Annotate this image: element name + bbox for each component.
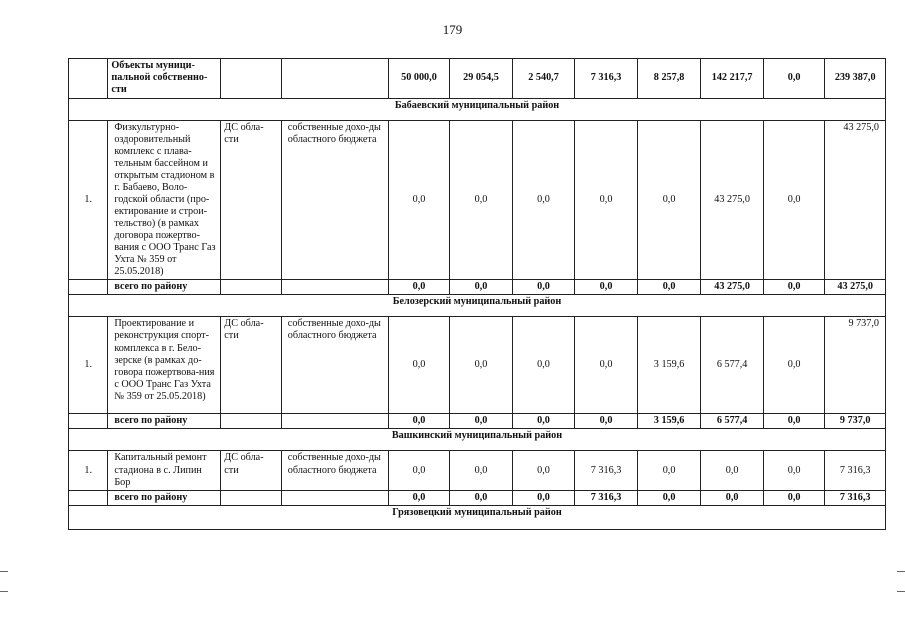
object-type: ДС обла-сти xyxy=(221,451,282,490)
subtotal-cell: 6 577,4 xyxy=(701,414,764,429)
subtotal-cell: 0,0 xyxy=(388,414,450,429)
district-heading-row xyxy=(69,429,886,451)
value-cell: 0,0 xyxy=(763,59,825,99)
subtotal-label: всего по району xyxy=(108,280,221,295)
cell-empty xyxy=(221,490,282,505)
district-heading: Белозерский муниципальный район xyxy=(69,295,886,317)
cell-empty xyxy=(281,59,388,99)
subtotal-row xyxy=(69,414,886,429)
total-cell: 9 737,0 xyxy=(825,317,886,414)
subtotal-cell: 0,0 xyxy=(512,490,575,505)
subtotal-cell: 0,0 xyxy=(388,490,450,505)
subtotal-cell: 43 275,0 xyxy=(825,280,886,295)
value-cell: 0,0 xyxy=(450,121,513,280)
cell-empty xyxy=(69,59,108,99)
subtotal-cell: 0,0 xyxy=(450,280,513,295)
subtotal-cell: 9 737,0 xyxy=(825,414,886,429)
object-row xyxy=(69,451,886,490)
object-name: Физкультурно-оздоровительный комплекс с плава-тельным бассейном и открытым стадионом в г. Бабаево, Воло-годской области (про-ектирование и строи-тельство) (в рамках договора пожертво-вания с ООО Транс Газ Ухта № 359 от 25.05.2018) xyxy=(108,121,221,280)
value-cell: 0,0 xyxy=(450,451,513,490)
cell-empty xyxy=(281,280,388,295)
district-heading-row xyxy=(69,505,886,529)
value-cell: 0,0 xyxy=(763,451,825,490)
funding-source: собственные дохо-ды областного бюджета xyxy=(281,451,388,490)
subtotal-cell: 0,0 xyxy=(763,280,825,295)
row-index: 1. xyxy=(69,121,108,280)
edge-mark xyxy=(0,571,8,572)
district-heading: Бабаевский муниципальный район xyxy=(69,99,886,121)
value-cell: 0,0 xyxy=(512,451,575,490)
subtotal-label: всего по району xyxy=(108,490,221,505)
cell-empty xyxy=(69,280,108,295)
district-heading-row xyxy=(69,99,886,121)
subtotal-cell: 0,0 xyxy=(575,414,638,429)
value-cell: 142 217,7 xyxy=(701,59,764,99)
subtotal-cell: 0,0 xyxy=(701,490,764,505)
value-cell: 0,0 xyxy=(388,451,450,490)
value-cell: 0,0 xyxy=(512,121,575,280)
value-cell: 0,0 xyxy=(388,317,450,414)
value-cell: 0,0 xyxy=(637,451,701,490)
value-cell: 0,0 xyxy=(575,121,638,280)
subtotal-cell: 43 275,0 xyxy=(701,280,764,295)
total-cell: 7 316,3 xyxy=(825,451,886,490)
value-cell: 2 540,7 xyxy=(512,59,575,99)
object-type: ДС обла-сти xyxy=(221,317,282,414)
value-cell: 29 054,5 xyxy=(450,59,513,99)
value-cell: 43 275,0 xyxy=(701,121,764,280)
subtotal-cell: 0,0 xyxy=(450,490,513,505)
edge-mark xyxy=(897,591,905,592)
subtotal-cell: 0,0 xyxy=(637,280,701,295)
edge-mark xyxy=(897,571,905,572)
subtotal-cell: 7 316,3 xyxy=(825,490,886,505)
value-cell: 50 000,0 xyxy=(388,59,450,99)
value-cell: 8 257,8 xyxy=(637,59,701,99)
total-cell: 239 387,0 xyxy=(825,59,886,99)
subtotal-cell: 0,0 xyxy=(450,414,513,429)
page-number: 179 xyxy=(442,22,463,37)
subtotal-row xyxy=(69,490,886,505)
cell-empty xyxy=(281,490,388,505)
district-heading: Грязовецкий муниципальный район xyxy=(69,505,886,529)
object-name: Проектирование и реконструкция спорт-комплекса в г. Бело-зерске (в рамках до-говора пожертвова-ния с ООО Транс Газ Ухта № 359 от 25.05.2018) xyxy=(108,317,221,414)
subtotal-cell: 3 159,6 xyxy=(637,414,701,429)
budget-table xyxy=(68,58,886,530)
object-row xyxy=(69,317,886,414)
value-cell: 0,0 xyxy=(575,317,638,414)
row-index: 1. xyxy=(69,317,108,414)
value-cell: 0,0 xyxy=(388,121,450,280)
subtotal-cell: 0,0 xyxy=(763,490,825,505)
cell-empty xyxy=(281,414,388,429)
value-cell: 0,0 xyxy=(763,317,825,414)
subtotal-cell: 7 316,3 xyxy=(575,490,638,505)
value-cell: 0,0 xyxy=(450,317,513,414)
value-cell: 0,0 xyxy=(512,317,575,414)
funding-source: собственные дохо-ды областного бюджета xyxy=(281,121,388,280)
object-row xyxy=(69,121,886,280)
subtotal-row xyxy=(69,280,886,295)
row-label: Объекты муници-пальной собственно-сти xyxy=(108,59,221,99)
value-cell: 0,0 xyxy=(763,121,825,280)
cell-empty xyxy=(69,414,108,429)
object-name: Капитальный ремонт стадиона в с. Липин Бор xyxy=(108,451,221,490)
total-cell: 43 275,0 xyxy=(825,121,886,280)
subtotal-cell: 0,0 xyxy=(388,280,450,295)
subtotal-label: всего по району xyxy=(108,414,221,429)
subtotal-cell: 0,0 xyxy=(575,280,638,295)
value-cell: 7 316,3 xyxy=(575,59,638,99)
cell-empty xyxy=(221,59,282,99)
value-cell: 0,0 xyxy=(701,451,764,490)
cell-empty xyxy=(69,490,108,505)
value-cell: 3 159,6 xyxy=(637,317,701,414)
subtotal-cell: 0,0 xyxy=(512,414,575,429)
edge-mark xyxy=(0,591,8,592)
value-cell: 0,0 xyxy=(637,121,701,280)
row-index: 1. xyxy=(69,451,108,490)
cell-empty xyxy=(221,280,282,295)
cell-empty xyxy=(221,414,282,429)
value-cell: 7 316,3 xyxy=(575,451,638,490)
subtotal-cell: 0,0 xyxy=(637,490,701,505)
object-type: ДС обла-сти xyxy=(221,121,282,280)
funding-source: собственные дохо-ды областного бюджета xyxy=(281,317,388,414)
value-cell: 6 577,4 xyxy=(701,317,764,414)
district-heading-row xyxy=(69,295,886,317)
municipal-objects-row xyxy=(69,59,886,99)
subtotal-cell: 0,0 xyxy=(512,280,575,295)
district-heading: Вашкинский муниципальный район xyxy=(69,429,886,451)
subtotal-cell: 0,0 xyxy=(763,414,825,429)
